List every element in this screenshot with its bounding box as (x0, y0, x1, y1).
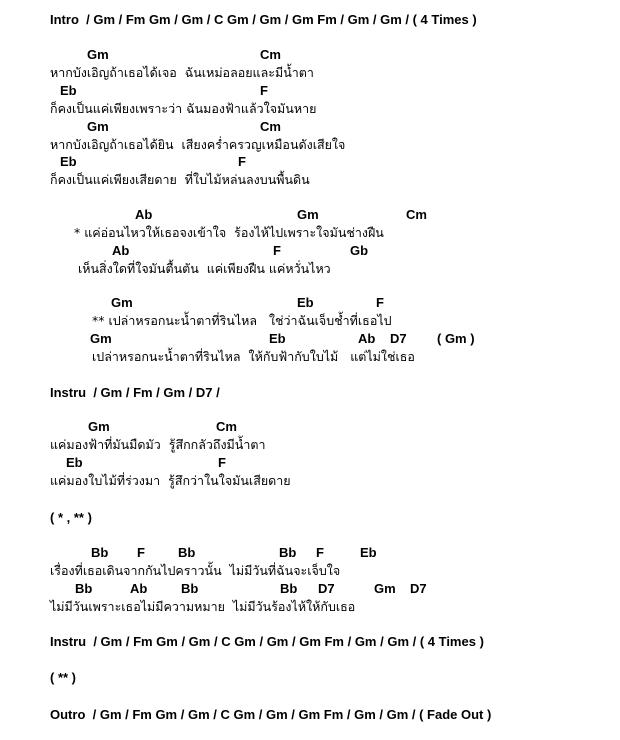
repeat-marker: ( ** ) (50, 670, 76, 685)
chord: Cm (406, 207, 427, 222)
intro-line: Intro / Gm / Fm Gm / Gm / C Gm / Gm / Gm Fm / Gm / Gm / ( 4 Times ) (50, 12, 477, 27)
chord: Gm (111, 295, 133, 310)
outro-line: Outro / Gm / Fm Gm / Gm / C Gm / Gm / Gm Fm / Gm / Gm / ( Fade Out ) (50, 707, 492, 722)
chord: D7 (390, 331, 407, 346)
lyric-line: เปล่าหรอกนะน้ำตาที่รินไหล ให้กับฟ้ากับใบไม้ แต่ไม่ใช่เธอ (92, 349, 415, 364)
repeat-marker: ( * , ** ) (50, 510, 92, 525)
chord: Bb (91, 545, 109, 560)
chord: Gm (87, 47, 109, 62)
chord: Eb (360, 545, 377, 560)
lyric-line: ** เปล่าหรอกนะน้ำตาที่รินไหล ใช่ว่าฉันเจ็บช้ำที่เธอไป (92, 313, 392, 328)
lyric-line: เห็นสิ่งใดที่ใจมันตื้นตัน แค่เพียงฝืน แค่หวั่นไหว (78, 261, 331, 276)
lyric-line: หากบังเอิญถ้าเธอได้เจอ ฉันเหม่อลอยและมีน้ำตา (50, 65, 314, 80)
chord: Bb (178, 545, 196, 560)
lyric-line: เรื่องที่เธอเดินจากกันไปคราวนั้น ไม่มีวันที่ฉันจะเจ็บใจ (50, 563, 341, 578)
lyric-line: หากบังเอิญถ้าเธอได้ยิน เสียงคร่ำครวญเหมือนดังเสียใจ (50, 137, 346, 152)
instrumental-line: Instru / Gm / Fm / Gm / D7 / (50, 385, 220, 400)
instrumental-line: Instru / Gm / Fm Gm / Gm / C Gm / Gm / Gm Fm / Gm / Gm / ( 4 Times ) (50, 634, 484, 649)
lyric-line: ก็คงเป็นแค่เพียงเสียดาย ที่ใบไม้หล่นลงบนพื้นดิน (50, 172, 310, 187)
chord: F (238, 154, 246, 169)
chord: Eb (66, 455, 83, 470)
lyric-line: ก็คงเป็นแค่เพียงเพราะว่า ฉันมองฟ้าแล้วใจมันหาย (50, 101, 317, 116)
chord: Gm (87, 119, 109, 134)
lyric-line: * แค่อ่อนไหวให้เธอจงเข้าใจ ร้องไห้ไปเพราะใจมันช่างฝืน (74, 225, 384, 240)
chord: Bb (181, 581, 199, 596)
chord: Gm (374, 581, 396, 596)
chord: Eb (269, 331, 286, 346)
lyric-line: แค่มองใบไม้ที่ร่วงมา รู้สึกว่าในใจมันเสียดาย (50, 473, 291, 488)
lyric-line: ไม่มีวันเพราะเธอไม่มีความหมาย ไม่มีวันร้องไห้ให้กับเธอ (50, 599, 356, 614)
chord: F (260, 83, 268, 98)
chord: Eb (297, 295, 314, 310)
chord: D7 (410, 581, 427, 596)
chord: D7 (318, 581, 335, 596)
chord: Bb (279, 545, 297, 560)
chord: F (273, 243, 281, 258)
chord: Cm (260, 119, 281, 134)
chord: Cm (260, 47, 281, 62)
chord: F (218, 455, 226, 470)
chord: Ab (130, 581, 148, 596)
chord: Gb (350, 243, 369, 258)
chord: Cm (216, 419, 237, 434)
chord: Bb (75, 581, 93, 596)
chord: Ab (135, 207, 153, 222)
chord: F (316, 545, 324, 560)
chord: Gm (90, 331, 112, 346)
chord: Eb (60, 83, 77, 98)
chord: F (137, 545, 145, 560)
chord: F (376, 295, 384, 310)
chord: Gm (88, 419, 110, 434)
chord: Gm (297, 207, 319, 222)
lyric-line: แค่มองฟ้าที่มันมืดมัว รู้สึกกลัวถึงมีน้ำตา (50, 437, 266, 452)
chord: Ab (358, 331, 376, 346)
chord: Ab (112, 243, 130, 258)
chord: Bb (280, 581, 298, 596)
chord: Eb (60, 154, 77, 169)
chord: ( Gm ) (437, 331, 475, 346)
